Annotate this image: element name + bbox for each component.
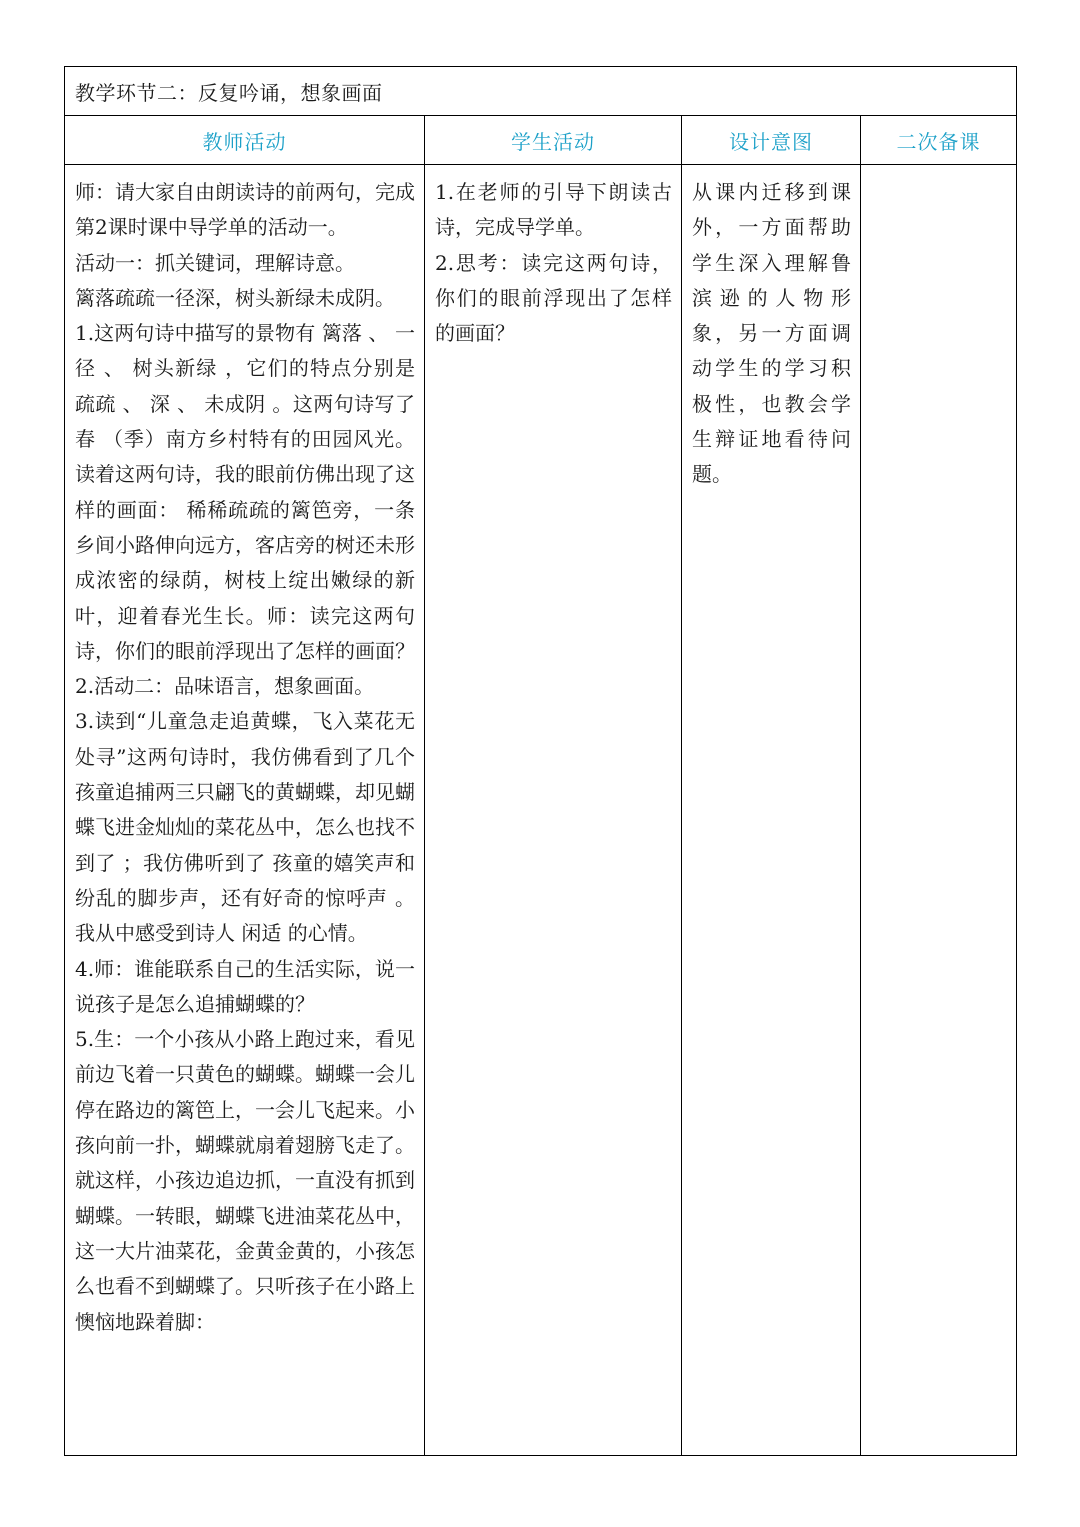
header-second-prep: 二次备课 xyxy=(861,116,1017,165)
student-activity-cell xyxy=(425,165,682,1456)
header-design-intent: 设计意图 xyxy=(682,116,861,165)
teacher-paragraph: 师：请大家自由朗读诗的前两句，完成第2课时课中导学单的活动一。 xyxy=(75,180,415,240)
teacher-paragraph: 篱落疏疏一径深，树头新绿未成阴。 xyxy=(75,285,395,310)
content-row xyxy=(65,165,1017,1456)
teacher-paragraph: 1.这两句诗中描写的景物有 篱落 、 一径 、 树头新绿 ，它们的特点分别是 疏疏 、 深 、 未成阴 。这两句诗写了 春 （季）南方乡村特有的田园风光。读着这两句诗，我的眼前仿佛出现了这样的画面： 稀稀疏疏的篱笆旁，一条乡间小路伸向远方，客店旁的树还未形成浓密的绿荫，树枝上绽出嫩绿的新叶，迎着春光生长。师：读完这两句诗，你们的眼前浮现出了怎样的画面？ xyxy=(75,321,415,663)
teacher-paragraph: 2.活动二：品味语言，想象画面。 xyxy=(75,674,375,699)
section-title-row xyxy=(65,67,1017,116)
teacher-activity-cell xyxy=(65,165,425,1456)
column-header-row xyxy=(65,116,1017,165)
design-intent-text: 从课内迁移到课外，一方面帮助学生深入理解鲁滨逊的人物形象，另一方面调动学生的学习积极性，也教会学生辩证地看待问题。 xyxy=(692,180,851,487)
teacher-paragraph: 4.师：谁能联系自己的生活实际，说一说孩子是怎么追捕蝴蝶的？ xyxy=(75,956,415,1016)
lesson-plan-table xyxy=(64,66,1017,1456)
teacher-paragraph: 3.读到“儿童急走追黄蝶，飞入菜花无处寻”这两句诗时，我仿佛看到了几个孩童追捕两三只翩飞的黄蝴蝶，却见蝴蝶飞进金灿灿的菜花丛中，怎么也找不到了 ；我仿佛听到了 孩童的嬉笑声和纷乱的脚步声，还有好奇的惊呼声 。我从中感受到诗人 闲适 的心情。 xyxy=(75,709,415,946)
student-paragraph: 1.在老师的引导下朗读古诗，完成导学单。 xyxy=(435,180,672,240)
design-intent-cell xyxy=(682,165,861,1456)
header-student-activity: 学生活动 xyxy=(425,116,682,165)
student-paragraph: 2.思考：读完这两句诗，你们的眼前浮现出了怎样的画面？ xyxy=(435,250,672,346)
header-teacher-activity: 教师活动 xyxy=(65,116,425,165)
section-title: 教学环节二：反复吟诵，想象画面 xyxy=(65,67,1017,116)
second-prep-cell xyxy=(861,165,1017,1456)
teacher-paragraph: 活动一：抓关键词，理解诗意。 xyxy=(75,250,355,275)
teacher-paragraph: 5.生：一个小孩从小路上跑过来，看见前边飞着一只黄色的蝴蝶。蝴蝶一会儿停在路边的篱笆上，一会儿飞起来。小孩向前一扑，蝴蝶就扇着翅膀飞走了。就这样，小孩边追边抓，一直没有抓到蝴蝶。一转眼，蝴蝶飞进油菜花丛中，这一大片油菜花，金黄金黄的，小孩怎么也看不到蝴蝶了。只听孩子在小路上懊恼地跺着脚： xyxy=(75,1027,415,1334)
